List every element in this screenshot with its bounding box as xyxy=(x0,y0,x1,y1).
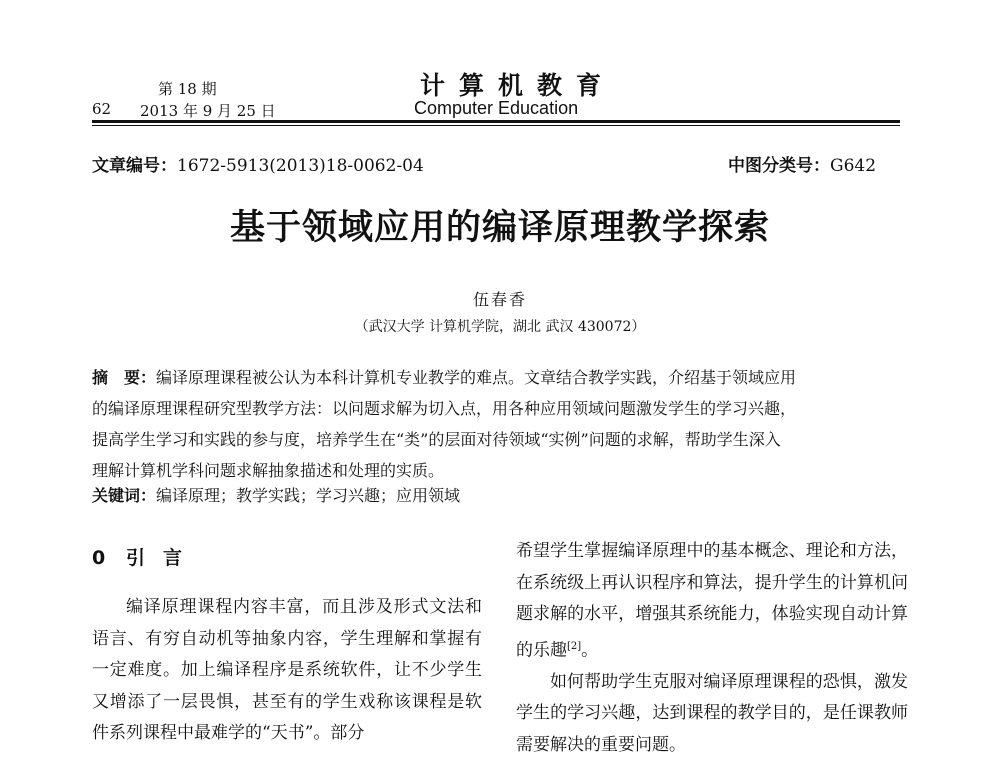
body-paragraph-end: 。 xyxy=(581,640,599,661)
body-column-left xyxy=(92,592,482,750)
keywords-label: 关键词： xyxy=(92,486,157,505)
author-name: 伍春香 xyxy=(472,290,527,309)
body-paragraph xyxy=(516,536,908,667)
article-number xyxy=(92,151,424,176)
body-paragraph: 如何帮助学生克服对编译原理课程的恐惧，激发学生的学习兴趣，达到课程的教学目的，是任课教师需要解决的重要问题。 xyxy=(516,671,908,755)
section-number: 0 xyxy=(92,547,106,569)
citation-marker: [2] xyxy=(567,640,582,652)
article-title: 基于领域应用的编译原理教学探索 xyxy=(229,208,770,248)
abstract-line: 提高学生学习和实践的参与度，培养学生在“类”的层面对待领域“实例”问题的求解，帮助学生深入 xyxy=(92,430,781,449)
page-number: 62 xyxy=(92,100,112,118)
article-number-label: 文章编号： xyxy=(92,156,177,176)
publication-date: 2013 年 9 月 25 日 xyxy=(140,102,276,120)
keywords xyxy=(92,483,460,506)
section-title: 引言 xyxy=(126,547,201,569)
body-column-right xyxy=(516,536,908,761)
article-number-value: 1672-5913(2013)18-0062-04 xyxy=(177,156,424,176)
keywords-text: 编译原理；教学实践；学习兴趣；应用领域 xyxy=(156,486,461,505)
classification-value: G642 xyxy=(830,156,877,176)
classification-number xyxy=(728,151,876,176)
abstract-label: 摘 要： xyxy=(92,368,157,387)
author-affiliation: （武汉大学 计算机学院，湖北 武汉 430072） xyxy=(354,319,646,335)
abstract-line: 理解计算机学科问题求解抽象描述和处理的实质。 xyxy=(92,461,445,480)
abstract-line-text: 编译原理课程被公认为本科计算机专业教学的难点。文章结合教学实践，介绍基于领域应用 xyxy=(156,368,797,387)
abstract-line xyxy=(92,362,904,393)
abstract xyxy=(92,362,904,486)
section-heading xyxy=(92,543,200,570)
abstract-line: 的编译原理课程研究型教学方法：以问题求解为切入点，用各种应用领域问题激发学生的学习兴趣， xyxy=(92,399,797,418)
body-paragraph-text: 希望学生掌握编译原理中的基本概念、理论和方法，在系统级上再认识程序和算法，提升学生的计算机问题求解的水平，增强其系统能力，体验实现自动计算的乐趣 xyxy=(516,541,908,661)
header-rule-thick xyxy=(92,120,900,123)
body-paragraph: 编译原理课程内容丰富，而且涉及形式文法和语言、有穷自动机等抽象内容，学生理解和掌握有一定难度。加上编译程序是系统软件，让不少学生又增添了一层畏惧，甚至有的学生戏称该课程是软件系列课程中最难学的“天书”。部分 xyxy=(92,597,482,743)
classification-label: 中图分类号： xyxy=(728,156,830,176)
journal-title: 计算机教育 xyxy=(420,71,616,100)
header-rule-thin xyxy=(92,125,900,126)
issue-number: 第 18 期 xyxy=(158,80,217,98)
journal-title-english: Computer Education xyxy=(414,98,579,118)
